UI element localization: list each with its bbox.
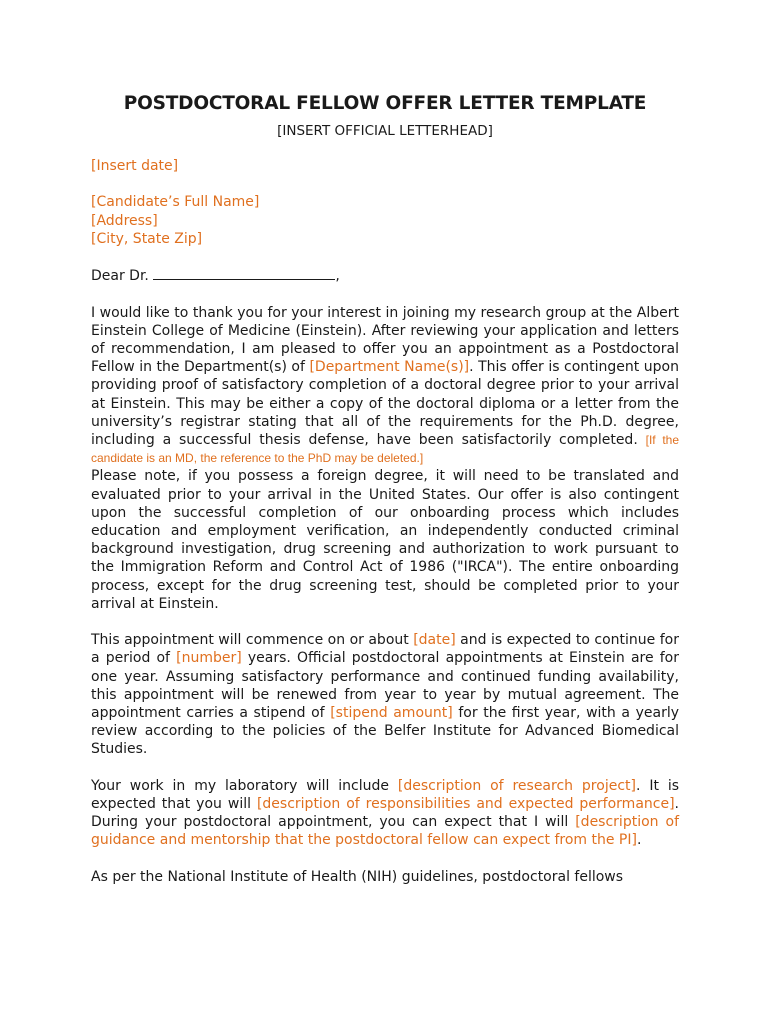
name-blank-line bbox=[153, 266, 335, 280]
address-placeholder: [Address] bbox=[91, 212, 158, 229]
paragraph-nih: As per the National Institute of Health (NIH) guidelines, postdoctoral fellows bbox=[91, 868, 624, 885]
paragraph-text: and is expected to continue for a period of bbox=[91, 632, 679, 667]
start-date-placeholder: [date] bbox=[413, 632, 456, 649]
paragraph-text: I would like to thank you for your interest in joining my research group at the Albert Einstein College of Medicine (Einstein). After reviewing your application and letters of recommendation, I am pleased to offer you an appointment as a Postdoctoral Fellow in the Department(s) of bbox=[91, 304, 679, 376]
mentorship-placeholder: [description of guidance and mentorship that the postdoctoral fellow can expect from the PI] bbox=[91, 814, 680, 849]
paragraph-text: for the first year, with a yearly review according to the policies of the Belfer Institute for Advanced Biomedical Studies. bbox=[91, 705, 679, 758]
research-project-placeholder: [description of research project] bbox=[397, 777, 636, 794]
salutation bbox=[91, 266, 679, 285]
page-title: POSTDOCTORAL FELLOW OFFER LETTER TEMPLATE bbox=[123, 93, 647, 114]
paragraph-text: Your work in my laboratory will include bbox=[91, 777, 398, 794]
paragraph-appointment bbox=[91, 631, 679, 758]
date-placeholder: [Insert date] bbox=[91, 158, 179, 174]
paragraph-text: years. Official postdoctoral appointments at Einstein are for one year. Assuming satisfactory performance and continued funding availability, this appointment will be renewed from year to year by mutual agreement. The appointment carries a stipend of bbox=[91, 650, 679, 722]
letter-body bbox=[91, 157, 679, 886]
paragraph-onboarding: Please note, if you possess a foreign degree, it will need to be translated and evaluated prior to your arrival in the United States. Our offer is also contingent upon the successful completion of our onboarding process which includes education and employment verification, an independently conducted criminal background investigation, drug screening and authorization to work pursuant to the Immigration Reform and Control Act of 1986 ("IRCA"). The entire onboarding process, except for the drug screening test, should be completed prior to your arrival at Einstein. bbox=[91, 468, 679, 612]
stipend-placeholder: [stipend amount] bbox=[330, 705, 453, 722]
paragraph-offer bbox=[91, 304, 679, 468]
responsibilities-placeholder: [description of responsibilities and expected performance] bbox=[256, 796, 675, 813]
paragraph-text: . During your postdoctoral appointment, you can expect that I will bbox=[91, 796, 679, 831]
paragraph-text: . bbox=[636, 832, 642, 849]
paragraph-work bbox=[91, 777, 679, 850]
city-state-zip-placeholder: [City, State Zip] bbox=[91, 230, 203, 247]
paragraph-text: . This offer is contingent upon providing proof of satisfactory completion of a doctoral degree prior to your arrival at Einstein. This may be either a copy of the doctoral diploma or a letter from the university’s registrar stating that all of the requirements for the Ph.D. degree, including a successful thesis defense, have been satisfactorily completed. bbox=[91, 359, 679, 448]
paragraph-text: This appointment will commence on or about bbox=[91, 632, 414, 649]
md-note-placeholder: [If the candidate is an MD, the reference to the PhD may be deleted.] bbox=[91, 433, 679, 466]
salutation-suffix: , bbox=[335, 268, 340, 285]
salutation-prefix: Dear Dr. bbox=[91, 268, 154, 285]
paragraph-text: . It is expected that you will bbox=[91, 777, 680, 813]
candidate-name-placeholder: [Candidate’s Full Name] bbox=[91, 194, 260, 211]
years-placeholder: [number] bbox=[176, 650, 242, 667]
department-placeholder: [Department Name(s)] bbox=[309, 359, 470, 376]
letterhead-placeholder: [INSERT OFFICIAL LETTERHEAD] bbox=[277, 123, 493, 139]
